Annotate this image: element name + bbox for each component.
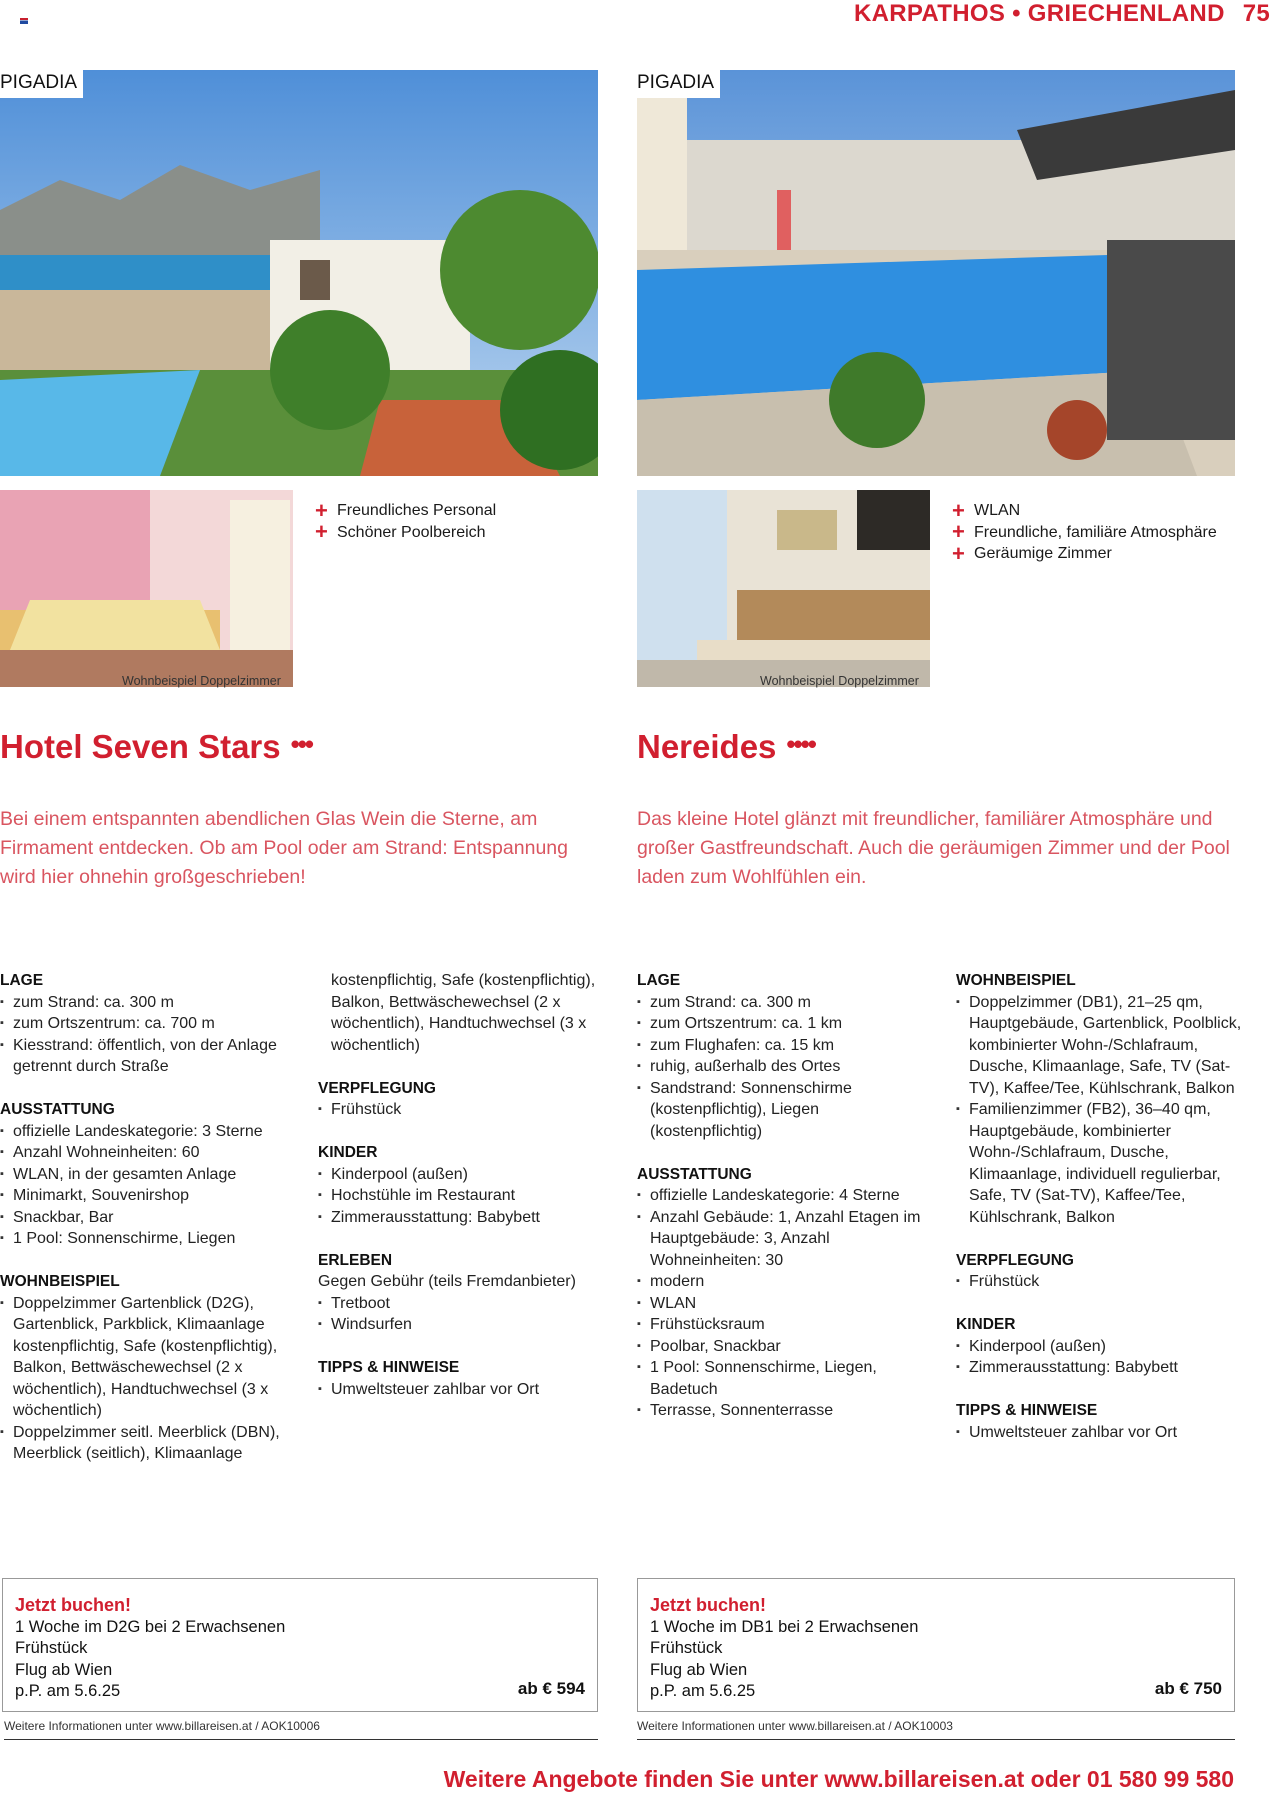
list-item: ▪ Poolbar, Snackbar: [637, 1336, 927, 1358]
offer-price: ab € 594: [517, 1679, 585, 1698]
list-item: ▪ Kiesstrand: öffentlich, von der Anlage getrennt durch Straße: [0, 1035, 290, 1078]
booking-offer-box[interactable]: [637, 1578, 1235, 1712]
offer-duration: 1 Woche im D2G bei 2 Erwachsenen: [15, 1617, 286, 1636]
more-info-link[interactable]: Weitere Informationen unter www.billareisen.at / AOK10003: [637, 1719, 1235, 1740]
list-item: ▪ Frühstück: [318, 1099, 608, 1121]
list-item: ▪ zum Strand: ca. 300 m: [0, 992, 290, 1014]
room-photo[interactable]: [637, 490, 930, 687]
offer-board: Frühstück: [15, 1639, 88, 1657]
section-tipps: TIPPS & HINWEISE ▪ Umweltsteuer zahlbar vor Ort: [956, 1400, 1246, 1443]
pros-list: [952, 497, 1217, 566]
hotel-name: Hotel Seven Stars •••: [0, 728, 312, 765]
offer-date: p.P. am 5.6.25: [15, 1682, 121, 1700]
hotel-intro: Bei einem entspannten abendlichen Glas Wein die Sterne, am Firmament entdecken. Ob am Pool oder am Strand: Entspannung wird hier ohnehin großgeschrieben!: [0, 808, 568, 888]
list-item: ▪ Doppelzimmer seitl. Meerblick (DBN), Meerblick (seitlich), Klimaanlage: [0, 1422, 290, 1465]
pros-list: [315, 497, 497, 545]
list-item: ▪ zum Ortszentrum: ca. 1 km: [637, 1013, 927, 1035]
offer-duration: 1 Woche im DB1 bei 2 Erwachsenen: [650, 1617, 919, 1636]
offer-date: p.P. am 5.6.25: [650, 1682, 756, 1700]
section-kinder: KINDER ▪ Kinderpool (außen) ▪ Hochstühle im Restaurant ▪ Zimmerausstattung: Babybett: [318, 1142, 608, 1228]
list-item: ▪ Sandstrand: Sonnenschirme (kostenpflichtig), Liegen (kostenpflichtig): [637, 1078, 927, 1143]
section-lage: LAGE ▪ zum Strand: ca. 300 m ▪ zum Ortszentrum: ca. 700 m ▪ Kiesstrand: öffentlich, von der Anlage getrennt durch Straße: [0, 970, 290, 1078]
plus-icon: +: [315, 497, 328, 523]
region-title: KARPATHOS • GRIECHENLAND: [853, 0, 1225, 27]
plus-icon: +: [952, 540, 965, 566]
list-item: ▪ ruhig, außerhalb des Ortes: [637, 1056, 927, 1078]
room-caption: Wohnbeispiel Doppelzimmer: [122, 674, 281, 688]
pro-item: + WLAN: [952, 497, 1021, 523]
hotel-card-seven-stars: [0, 0, 598, 1794]
list-item: ▪ Terrasse, Sonnenterrasse: [637, 1400, 927, 1422]
list-item: ▪ Windsurfen: [318, 1314, 608, 1336]
offer-flight: Flug ab Wien: [650, 1660, 748, 1679]
list-item: ▪ offizielle Landeskategorie: 3 Sterne: [0, 1121, 290, 1143]
list-item: ▪ Frühstück: [956, 1271, 1246, 1293]
section-wohnbeispiel-continued: kostenpflichtig, Safe (kostenpflichtig), Balkon, Bettwäschewechsel (2 x wöchentlich), Handtuchwechsel (3 x wöchentlich): [331, 972, 596, 1054]
list-item: ▪ Frühstücksraum: [637, 1314, 927, 1336]
hotel-details: [637, 970, 1242, 1490]
offer-board: Frühstück: [650, 1639, 723, 1657]
hotel-details: [0, 970, 600, 1490]
plus-icon: +: [952, 497, 965, 523]
list-item: ▪ offizielle Landeskategorie: 4 Sterne: [637, 1185, 927, 1207]
section-lage: LAGE ▪ zum Strand: ca. 300 m ▪ zum Ortszentrum: ca. 1 km ▪ zum Flughafen: ca. 15 km ▪ ruhig, außerhalb des Ortes ▪ Sandstrand: Sonnenschirme (kostenpflichtig), Liegen (kostenpflichtig): [637, 970, 927, 1142]
list-item: ▪ 1 Pool: Sonnenschirme, Liegen, Badetuch: [637, 1357, 927, 1400]
list-item: ▪ zum Ortszentrum: ca. 700 m: [0, 1013, 290, 1035]
hotel-intro: Das kleine Hotel glänzt mit freundlicher, familiärer Atmosphäre und großer Gastfreundschaft. Auch die geräumigen Zimmer und der Pool laden zum Wohlfühlen ein.: [637, 808, 1230, 888]
location-tag: PIGADIA: [0, 70, 83, 98]
list-item: ▪ Zimmerausstattung: Babybett: [318, 1207, 608, 1229]
list-item: ▪ zum Strand: ca. 300 m: [637, 992, 927, 1014]
list-item: ▪ Snackbar, Bar: [0, 1207, 290, 1229]
plus-icon: +: [315, 519, 328, 545]
room-caption: Wohnbeispiel Doppelzimmer: [760, 674, 919, 688]
hotel-photo[interactable]: [637, 70, 1235, 476]
list-item: ▪ Minimarkt, Souvenirshop: [0, 1185, 290, 1207]
booking-offer-box[interactable]: [2, 1578, 598, 1712]
list-item: ▪ WLAN: [637, 1293, 927, 1315]
section-verpflegung: VERPFLEGUNG ▪ Frühstück: [956, 1250, 1246, 1293]
offer-flight: Flug ab Wien: [15, 1660, 113, 1679]
pro-item: + Schöner Poolbereich: [315, 519, 486, 545]
more-info-link[interactable]: Weitere Informationen unter www.billareisen.at / AOK10006: [4, 1719, 598, 1740]
hotel-card-nereides: [637, 0, 1242, 1794]
list-item: ▪ Zimmerausstattung: Babybett: [956, 1357, 1246, 1379]
section-erleben: ERLEBEN Gegen Gebühr (teils Fremdanbieter) ▪ Tretboot ▪ Windsurfen: [318, 1250, 608, 1336]
section-wohnbeispiel: WOHNBEISPIEL ▪ Doppelzimmer Gartenblick (D2G), Gartenblick, Parkblick, Klimaanlage kostenpflichtig, Safe (kostenpflichtig), Balkon, Bettwäschewechsel (2 x wöchentlich), Handtuchwechsel (3 x wöchentlich) ▪ Doppelzimmer seitl. Meerblick (DBN), Meerblick (seitlich), Klimaanlage: [0, 1271, 290, 1465]
book-now-link[interactable]: Jetzt buchen!: [15, 1595, 132, 1615]
section-kinder: KINDER ▪ Kinderpool (außen) ▪ Zimmerausstattung: Babybett: [956, 1314, 1246, 1379]
list-item: ▪ Kinderpool (außen): [956, 1336, 1246, 1358]
list-item: ▪ zum Flughafen: ca. 15 km: [637, 1035, 927, 1057]
hotel-name: Nereides ••••: [637, 728, 815, 765]
list-item: ▪ WLAN, in der gesamten Anlage: [0, 1164, 290, 1186]
hotel-photo[interactable]: [0, 70, 598, 476]
section-tipps: TIPPS & HINWEISE ▪ Umweltsteuer zahlbar vor Ort: [318, 1357, 608, 1400]
plus-icon: +: [952, 519, 965, 545]
star-rating: ••••: [786, 728, 815, 759]
section-verpflegung: VERPFLEGUNG ▪ Frühstück: [318, 1078, 608, 1121]
footer-contact[interactable]: Weitere Angebote finden Sie unter www.billareisen.at oder 01 580 99 580: [443, 1766, 1234, 1792]
list-item: ▪ Kinderpool (außen): [318, 1164, 608, 1186]
list-item: ▪ Anzahl Wohneinheiten: 60: [0, 1142, 290, 1164]
list-item: ▪ Doppelzimmer (DB1), 21–25 qm, Hauptgebäude, Gartenblick, Poolblick, kombinierter Wohn-/Schlafraum, Dusche, Klimaanlage, Safe, TV (Sat-TV), Kaffee/Tee, Kühlschrank, Balkon: [956, 992, 1246, 1100]
list-item: ▪ Tretboot: [318, 1293, 608, 1315]
room-photo[interactable]: [0, 490, 293, 687]
pro-item: + Geräumige Zimmer: [952, 540, 1112, 566]
star-rating: •••: [290, 728, 312, 759]
list-item: ▪ modern: [637, 1271, 927, 1293]
list-item: ▪ Umweltsteuer zahlbar vor Ort: [318, 1379, 608, 1401]
list-item: ▪ Doppelzimmer Gartenblick (D2G), Gartenblick, Parkblick, Klimaanlage kostenpflichtig, Safe (kostenpflichtig), Balkon, Bettwäschewechsel (2 x wöchentlich), Handtuchwechsel (3 x wöchentlich): [0, 1293, 290, 1422]
section-ausstattung: AUSSTATTUNG ▪ offizielle Landeskategorie: 4 Sterne ▪ Anzahl Gebäude: 1, Anzahl Etagen im Hauptgebäude: 3, Anzahl Wohneinheiten: 30 ▪ modern ▪ WLAN ▪ Frühstücksraum ▪ Poolbar, Snackbar ▪ 1 Pool: Sonnenschirme, Liegen, Badetuch ▪ Terrasse, Sonnenterrasse: [637, 1164, 927, 1422]
list-item: ▪ Hochstühle im Restaurant: [318, 1185, 608, 1207]
list-item: ▪ 1 Pool: Sonnenschirme, Liegen: [0, 1228, 290, 1250]
page-number: 75: [1242, 0, 1270, 27]
section-wohnbeispiel: WOHNBEISPIEL ▪ Doppelzimmer (DB1), 21–25 qm, Hauptgebäude, Gartenblick, Poolblick, kombinierter Wohn-/Schlafraum, Dusche, Klimaanlage, Safe, TV (Sat-TV), Kaffee/Tee, Kühlschrank, Balkon ▪ Familienzimmer (FB2), 36–40 qm, Hauptgebäude, kombinierter Wohn-/Schlafraum, Dusche, Klimaanlage, individuell regulierbar, Safe, TV (Sat-TV), Kaffee/Tee, Kühlschrank, Balkon: [956, 970, 1246, 1228]
list-item: ▪ Familienzimmer (FB2), 36–40 qm, Hauptgebäude, kombinierter Wohn-/Schlafraum, Dusche, Klimaanlage, individuell regulierbar, Safe, TV (Sat-TV), Kaffee/Tee, Kühlschrank, Balkon: [956, 1099, 1246, 1228]
list-item: ▪ Anzahl Gebäude: 1, Anzahl Etagen im Hauptgebäude: 3, Anzahl Wohneinheiten: 30: [637, 1207, 927, 1272]
list-item: ▪ Umweltsteuer zahlbar vor Ort: [956, 1422, 1246, 1444]
book-now-link[interactable]: Jetzt buchen!: [650, 1595, 767, 1615]
pro-item: + Freundliches Personal: [315, 497, 497, 523]
pro-item: + Freundliche, familiäre Atmosphäre: [952, 519, 1217, 545]
offer-price: ab € 750: [1154, 1679, 1222, 1698]
section-ausstattung: AUSSTATTUNG ▪ offizielle Landeskategorie: 3 Sterne ▪ Anzahl Wohneinheiten: 60 ▪ WLAN, in der gesamten Anlage ▪ Minimarkt, Souvenirshop ▪ Snackbar, Bar ▪ 1 Pool: Sonnenschirme, Liegen: [0, 1099, 290, 1250]
location-tag: PIGADIA: [637, 70, 720, 98]
